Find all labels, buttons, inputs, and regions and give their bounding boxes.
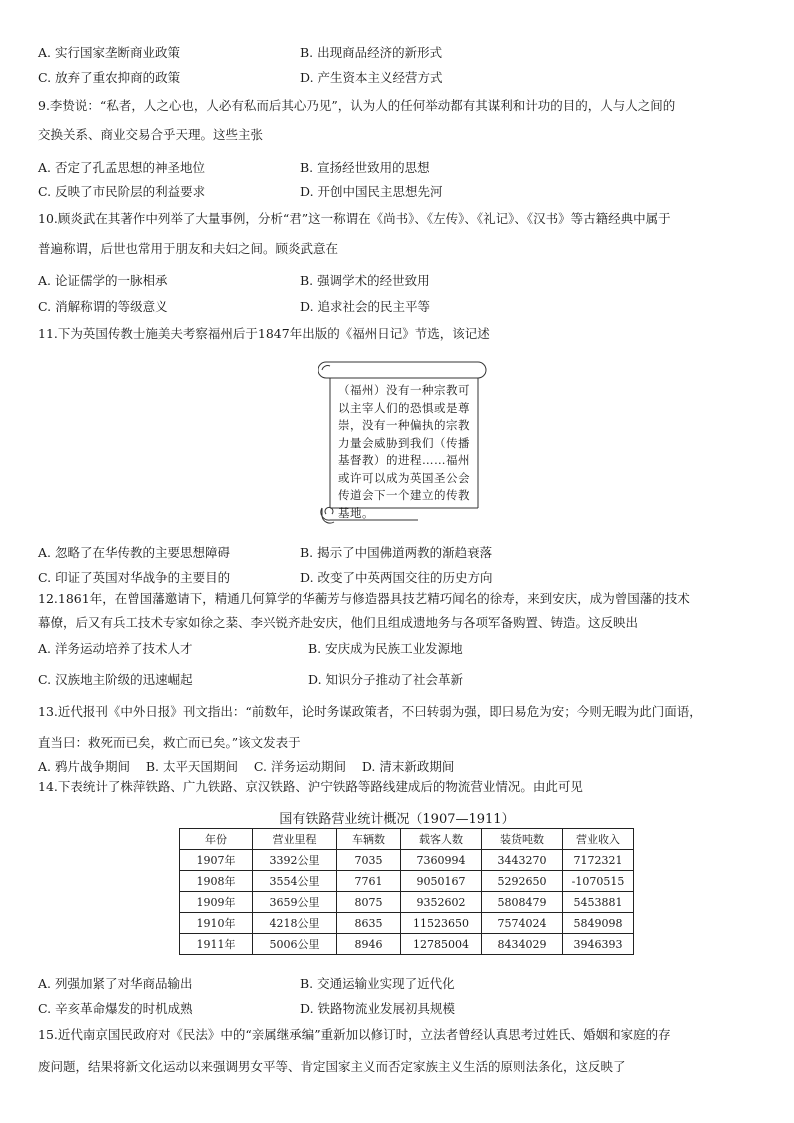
table-cell: 3443270 <box>482 850 563 871</box>
table-title: 国有铁路营业统计概况（1907—1911） <box>279 812 515 827</box>
table-cell: 4218公里 <box>253 913 337 934</box>
q11-stem: 11.下为英国传教士施美夫考察福州后于1847年出版的《福州日记》节选，该记述 <box>38 326 490 341</box>
table-row <box>180 892 634 913</box>
table-cell: 7035 <box>337 850 401 871</box>
table-cell: 9050167 <box>401 871 482 892</box>
table-cell: 8075 <box>337 892 401 913</box>
table-cell: 5808479 <box>482 892 563 913</box>
q8-option-b: B. 出现商品经济的新形式 <box>300 45 443 60</box>
q10-option-d: D. 追求社会的民主平等 <box>300 299 431 314</box>
q10-stem-line2: 普遍称谓，后世也常用于朋友和夫妇之间。顾炎武意在 <box>38 241 339 256</box>
q8-option-a: A. 实行国家垄断商业政策 <box>38 45 180 60</box>
table-cell: 7172321 <box>563 850 634 871</box>
table-cell: 5849098 <box>563 913 634 934</box>
table-cell: 1907年 <box>180 850 253 871</box>
scroll-excerpt-text: （福州）没有一种宗教可以主宰人们的恐惧或是尊崇，没有一种偏执的宗教力量会威胁到我们（传播基督教）的进程……福州或许可以成为英国圣公会传道会下一个建立的传教基地。 <box>338 383 470 520</box>
table-cell: 5453881 <box>563 892 634 913</box>
q11-option-b: B. 揭示了中国佛道两教的渐趋衰落 <box>300 545 493 560</box>
q10-option-a: A. 论证儒学的一脉相承 <box>38 273 168 288</box>
table-row <box>180 913 634 934</box>
table-row <box>180 850 634 871</box>
q13-stem-line1: 13.近代报刊《中外日报》刊文指出：“前数年，论时务谋政策者，不曰转弱为强，即曰易危为安；今则无暇为此门面语， <box>38 704 702 719</box>
table-cell: 9352602 <box>401 892 482 913</box>
q8-option-c: C. 放弃了重农抑商的政策 <box>38 70 181 85</box>
railway-stats-table <box>179 828 634 955</box>
q14-option-b: B. 交通运输业实现了近代化 <box>300 976 455 991</box>
q14-stem: 14.下表统计了株萍铁路、广九铁路、京汉铁路、沪宁铁路等路线建成后的物流营业情况。由此可见 <box>38 779 583 794</box>
q13-options: A. 鸦片战争期间 B. 太平天国期间 C. 洋务运动期间 D. 清末新政期间 <box>38 759 455 774</box>
table-header-cell: 营业里程 <box>253 829 337 850</box>
table-header-cell: 装货吨数 <box>482 829 563 850</box>
table-row <box>180 934 634 955</box>
q12-stem-line2: 幕僚，后又有兵工技术专家如徐之棻、李兴锐齐赴安庆，他们且组成遗地务与各项军备购置、铸造。这反映出 <box>38 615 639 630</box>
q10-option-c: C. 消解称谓的等级意义 <box>38 299 168 314</box>
q9-stem-line1: 9.李贽说：“私者，人之心也，人必有私而后其心乃见”，认为人的任何举动都有其谋利和计功的目的，人与人之间的 <box>38 98 676 113</box>
q9-option-d: D. 开创中国民主思想先河 <box>300 184 443 199</box>
q12-option-a: A. 洋务运动培养了技术人才 <box>38 641 193 656</box>
table-cell: 11523650 <box>401 913 482 934</box>
q10-stem-line1: 10.顾炎武在其著作中列举了大量事例，分析“君”这一称谓在《尚书》、《左传》、《礼记》、《汉书》等古籍经典中属于 <box>38 211 671 226</box>
table-cell: 12785004 <box>401 934 482 955</box>
table-cell: 5006公里 <box>253 934 337 955</box>
table-cell: 3392公里 <box>253 850 337 871</box>
q15-stem-line2: 废问题，结果将新文化运动以来强调男女平等、肯定国家主义而否定家族主义生活的原则法条化，这反映了 <box>38 1059 626 1074</box>
table-row <box>180 871 634 892</box>
table-cell: 7761 <box>337 871 401 892</box>
q9-option-c: C. 反映了市民阶层的利益要求 <box>38 184 206 199</box>
table-header-cell: 营业收入 <box>563 829 634 850</box>
q10-option-b: B. 强调学术的经世致用 <box>300 273 430 288</box>
q15-stem-line1: 15.近代南京国民政府对《民法》中的“亲属继承编”重新加以修订时，立法者曾经认真思考过姓氏、婚姻和家庭的存 <box>38 1027 671 1042</box>
q8-option-d: D. 产生资本主义经营方式 <box>300 70 443 85</box>
table-header-cell: 年份 <box>180 829 253 850</box>
q13-stem-line2: 直当曰：救死而已矣，救亡而已矣。”该文发表于 <box>38 735 301 750</box>
table-cell: 8946 <box>337 934 401 955</box>
table-header-cell: 载客人数 <box>401 829 482 850</box>
q11-option-d: D. 改变了中英两国交往的历史方向 <box>300 570 493 585</box>
table-cell: -1070515 <box>563 871 634 892</box>
table-cell: 7360994 <box>401 850 482 871</box>
q14-option-c: C. 辛亥革命爆发的时机成熟 <box>38 1001 193 1016</box>
q11-option-a: A. 忽略了在华传教的主要思想障碍 <box>38 545 230 560</box>
table-cell: 3946393 <box>563 934 634 955</box>
table-cell: 1910年 <box>180 913 253 934</box>
table-cell: 3554公里 <box>253 871 337 892</box>
q12-option-d: D. 知识分子推动了社会革新 <box>308 672 464 687</box>
q14-option-a: A. 列强加紧了对华商品输出 <box>38 976 193 991</box>
table-cell: 1911年 <box>180 934 253 955</box>
q11-option-c: C. 印证了英国对华战争的主要目的 <box>38 570 231 585</box>
q12-option-b: B. 安庆成为民族工业发源地 <box>308 641 463 656</box>
table-cell: 5292650 <box>482 871 563 892</box>
q9-option-b: B. 宣扬经世致用的思想 <box>300 160 430 175</box>
table-cell: 1909年 <box>180 892 253 913</box>
table-cell: 8635 <box>337 913 401 934</box>
table-cell: 1908年 <box>180 871 253 892</box>
table-header-row <box>180 829 634 850</box>
q9-stem-line2: 交换关系、商业交易合乎天理。这些主张 <box>38 127 264 142</box>
q9-option-a: A. 否定了孔孟思想的神圣地位 <box>38 160 205 175</box>
q12-option-c: C. 汉族地主阶级的迅速崛起 <box>38 672 193 687</box>
q14-option-d: D. 铁路物流业发展初具规模 <box>300 1001 456 1016</box>
table-cell: 3659公里 <box>253 892 337 913</box>
table-header-cell: 车辆数 <box>337 829 401 850</box>
table-cell: 8434029 <box>482 934 563 955</box>
q12-stem-line1: 12.1861年，在曾国藩邀请下，精通几何算学的华蘅芳与修造器具技艺精巧闻名的徐寿，来到安庆，成为曾国藩的技术 <box>38 591 690 606</box>
scroll-excerpt <box>318 358 488 528</box>
table-cell: 7574024 <box>482 913 563 934</box>
